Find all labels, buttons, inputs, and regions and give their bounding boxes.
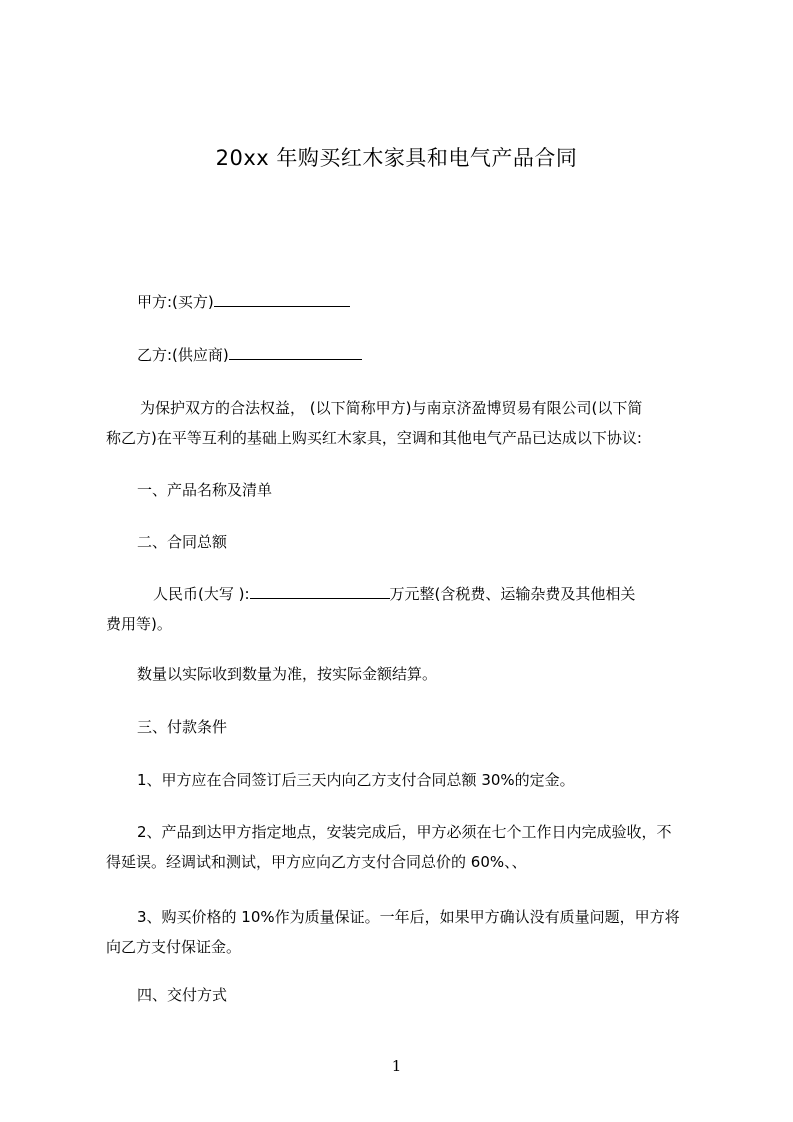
- section-heading-payment: 三、付款条件: [137, 718, 228, 736]
- payment-term-3-line-1: 3、购买价格的 10%作为质量保证。一年后，如果甲方确认没有质量问题，甲方将: [137, 908, 680, 926]
- intro-paragraph: [106, 393, 702, 453]
- amount-paragraph: [106, 579, 702, 639]
- section-heading-products: 一、产品名称及清单: [137, 481, 273, 499]
- party-b-line: [137, 345, 362, 365]
- amount-suffix: 万元整(含税费、运输杂费及其他相关: [389, 585, 636, 603]
- payment-term-1: 1、甲方应在合同签订后三天内向乙方支付合同总额 30%的定金。: [137, 771, 575, 789]
- section-heading-delivery: 四、交付方式: [137, 986, 228, 1004]
- payment-term-2: [106, 817, 702, 877]
- party-a-line: [137, 292, 350, 312]
- payment-term-3-line-2: 向乙方支付保证金。: [106, 938, 242, 956]
- payment-term-2-line-1: 2、产品到达甲方指定地点，安装完成后，甲方必须在七个工作日内完成验收，不: [137, 823, 672, 841]
- section-heading-total: 二、合同总额: [137, 533, 228, 551]
- party-a-blank: [214, 292, 350, 307]
- amount-blank: [250, 584, 390, 599]
- intro-line-2: 称乙方)在平等互利的基础上购买红木家具，空调和其他电气产品已达成以下协议:: [106, 429, 642, 447]
- amount-line-1: [106, 579, 702, 609]
- intro-line-1: 为保护双方的合法权益， (以下简称甲方)与南京济盈博贸易有限公司(以下简: [140, 399, 643, 417]
- amount-line-2: 费用等)。: [106, 615, 172, 633]
- page-number: 1: [391, 1057, 402, 1075]
- party-a-label: 甲方:(买方): [137, 293, 214, 311]
- amount-prefix: 人民币(大写 ):: [153, 585, 250, 603]
- party-b-blank: [229, 345, 362, 360]
- payment-term-2-line-2: 得延误。经调试和测试，甲方应向乙方支付合同总价的 60%、、: [106, 853, 527, 871]
- party-b-label: 乙方:(供应商): [137, 346, 229, 364]
- payment-term-3: [106, 902, 702, 962]
- quantity-note: 数量以实际收到数量为准，按实际金额结算。: [137, 665, 438, 683]
- contract-title: 20xx 年购买红木家具和电气产品合同: [215, 146, 578, 170]
